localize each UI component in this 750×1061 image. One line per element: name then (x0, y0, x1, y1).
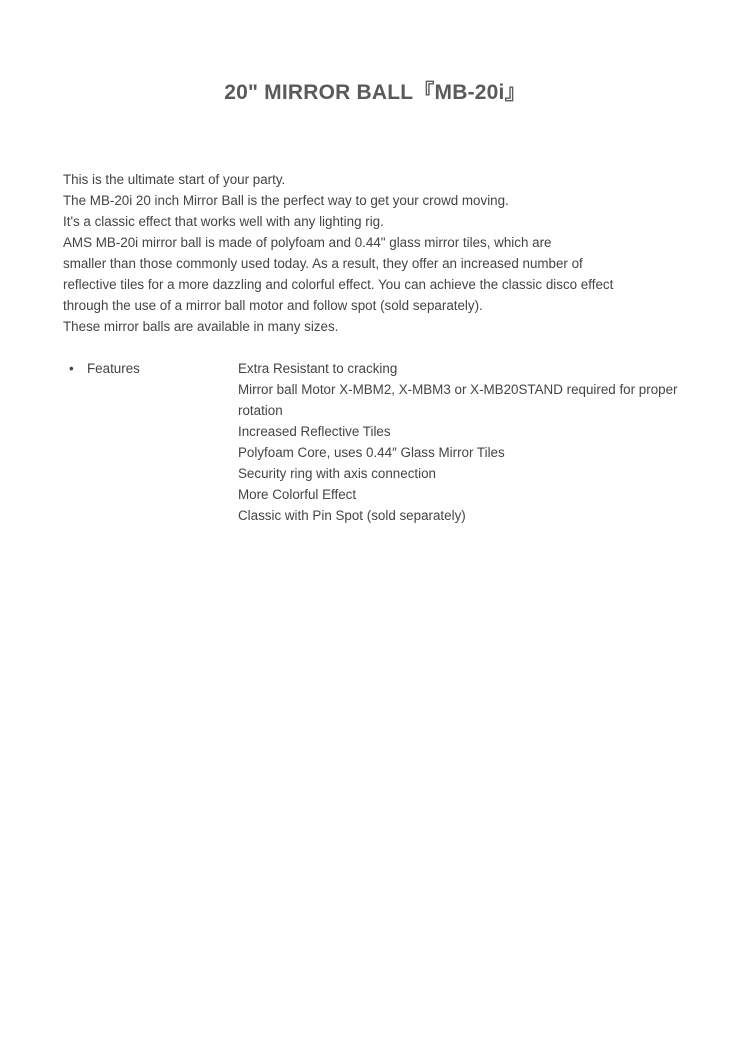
intro-line: These mirror balls are available in many sizes. (63, 319, 339, 334)
feature-item: Increased Reflective Tiles (238, 424, 391, 439)
features-heading: Features (87, 361, 140, 376)
feature-item: Polyfoam Core, uses 0.44″ Glass Mirror Tiles (238, 445, 505, 460)
feature-item: Mirror ball Motor X-MBM2, X-MBM3 or X-MB20STAND required for proper rotation (238, 382, 678, 418)
feature-item: Extra Resistant to cracking (238, 361, 398, 376)
page-title: 20" MIRROR BALL『MB-20i』 (224, 81, 526, 104)
intro-line: AMS MB-20i mirror ball is made of polyfoam and 0.44" glass mirror tiles, which are (63, 235, 552, 250)
features-label (69, 358, 140, 379)
intro-line: This is the ultimate start of your party. (63, 172, 286, 187)
intro-line: The MB-20i 20 inch Mirror Ball is the perfect way to get your crowd moving. (63, 193, 509, 208)
feature-item: Security ring with axis connection (238, 466, 436, 481)
intro-paragraph (63, 169, 703, 337)
intro-line: It's a classic effect that works well with any lighting rig. (63, 214, 384, 229)
feature-list (238, 358, 698, 526)
intro-line: through the use of a mirror ball motor and follow spot (sold separately). (63, 298, 483, 313)
bullet-icon: • (69, 361, 74, 376)
intro-line: reflective tiles for a more dazzling and colorful effect. You can achieve the classic disco effect (63, 277, 614, 292)
intro-line: smaller than those commonly used today. As a result, they offer an increased number of (63, 256, 583, 271)
feature-item: More Colorful Effect (238, 487, 357, 502)
feature-item: Classic with Pin Spot (sold separately) (238, 508, 466, 523)
